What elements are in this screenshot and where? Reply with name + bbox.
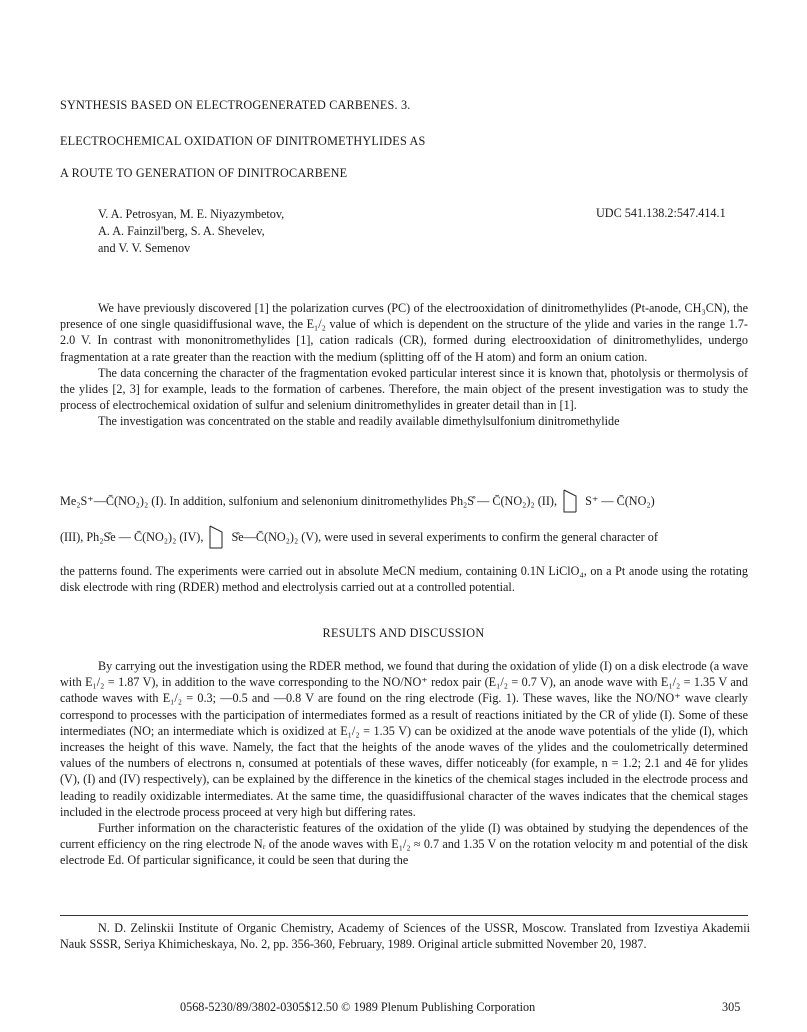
udc-code: UDC 541.138.2:547.414.1 [596, 206, 726, 220]
ring-structure-icon [560, 488, 582, 516]
results-text [60, 658, 748, 869]
author-line-3: and V. V. Semenov [98, 241, 191, 255]
intro-paragraph-4: the patterns found. The experiments were carried out in absolute MeCN medium, containing 0.1N LiClO₄, on a Pt anode using the rotating disk electrode with ring (RDER) method and electrolysis carried out at a controlled potential. [60, 564, 748, 595]
title-line-2: ELECTROCHEMICAL OXIDATION OF DINITROMETHYLIDES AS [60, 134, 426, 148]
formula-text-1b: S⁺ — C̄(NO₂) [585, 493, 655, 508]
page-number: 305 [722, 1000, 741, 1014]
footnote-text: N. D. Zelinskii Institute of Organic Chemistry, Academy of Sciences of the USSR, Moscow. Translated from Izvestiya Akademii Nauk SSSR, Seriya Khimicheskaya, No. 2, pp. 356-360, February, 1989. Original article submitted November 20, 1987. [60, 921, 750, 952]
intro-paragraph-3: The investigation was concentrated on the stable and readily available dimethylsulfonium dinitromethylide [98, 414, 620, 429]
footnote [60, 920, 750, 952]
formula-text-1a: Me₂S⁺—C̄(NO₂)₂ (I). In addition, sulfonium and selenonium dinitromethylides Ph₂S̊ — C̄(NO₂)₂ (II), [60, 493, 558, 508]
section-heading: RESULTS AND DISCUSSION [322, 626, 485, 640]
intro-paragraph-1: We have previously discovered [1] the polarization curves (PC) of the electrooxidation of dinitromethylides (Pt-anode, CH₃CN), the presence of one single quasidiffusional wave, the E₁/₂ value of which is dependent on the structure of the ylide and varies in the range 1.7-2.0 V. In contrast with mononitromethylides [1], cation radicals (CR), formed during electrooxidation of dinitromethylides, undergo fragmentation at a rate greater than the reaction with the medium (splitting off of the H atom) and form an onium cation. [60, 301, 748, 364]
formula-text-2a: (III), Ph₂S̊e — C̄(NO₂)₂ (IV), [60, 529, 204, 544]
results-paragraph-2: Further information on the characteristic features of the oxidation of the ylide (I) was obtained by studying the dependences of the current efficiency on the ring electrode Nᵣ of the anode waves with E₁/₂ ≈ 0.7 and 1.35 V on the rotation velocity m and potential of the disk electrode Ed. Of particular significance, it could be seen that during the [60, 821, 748, 868]
formula-line-2 [60, 524, 750, 552]
author-list [98, 206, 284, 257]
introduction-continuation [60, 563, 748, 595]
footnote-divider [60, 915, 748, 916]
formula-line-1 [60, 488, 750, 516]
formula-text-2b: S̊e—C̄(NO₂)₂ (V), were used in several experiments to confirm the general character of [231, 529, 658, 544]
author-line-2: A. A. Fainzil'berg, S. A. Shevelev, [98, 224, 265, 238]
ring-structure-icon [206, 524, 228, 552]
introduction-text [60, 300, 748, 430]
author-line-1: V. A. Petrosyan, M. E. Niyazymbetov, [98, 207, 285, 221]
title-line-3: A ROUTE TO GENERATION OF DINITROCARBENE [60, 166, 348, 180]
results-paragraph-1: By carrying out the investigation using the RDER method, we found that during the oxidation of ylide (I) on a disk electrode (a wave with E₁/₂ = 1.87 V), in addition to the wave corresponding to the NO/NO⁺ redox pair (E₁/₂ = 0.7 V), an anode wave with E₁/₂ = 1.35 V and cathode waves with E₁/₂ = 0.3; —0.5 and —0.8 V are found on the ring electrode (Fig. 1). These waves, like the NO/NO⁺ wave clearly correspond to processes with the participation of intermediates formed as a result of reactions initiated by the CR of ylide (I). Some of these intermediates (NO; an intermediate which is oxidized at E₁/₂ = 1.35 V) can be oxidized at the anode wave potentials of the ylide (I), which increases the height of this wave. Namely, the fact that the heights of the anode waves of the ylides and the coulometrically determined values of the numbers of electrons n, consumed at potentials of these waves, differ noticeably (for example, n = 1.2; 2.1 and 4ē for ylides (V), (I) and (IV) respectively), can be explained by the difference in the kinetics of the chemical stages included in the electrode process and leading to readily oxidizable intermediates. At the same time, the quasidiffusional character of the waves indicates that the chemical stages included in the electrode process proceed at very high but differing rates. [60, 659, 748, 819]
title-line-1: SYNTHESIS BASED ON ELECTROGENERATED CARBENES. 3. [60, 98, 411, 112]
intro-paragraph-2: The data concerning the character of the fragmentation evoked particular interest since it is known that, photolysis or thermolysis of the ylides [2, 3] for example, leads to the formation of carbenes. Therefore, the main object of the present investigation was to study the process of electrochemical oxidation of sulfur and selenium dinitromethylides in greater detail than in [1]. [60, 365, 748, 413]
copyright-footer: 0568-5230/89/3802-0305$12.50 © 1989 Plenum Publishing Corporation [180, 1000, 536, 1014]
